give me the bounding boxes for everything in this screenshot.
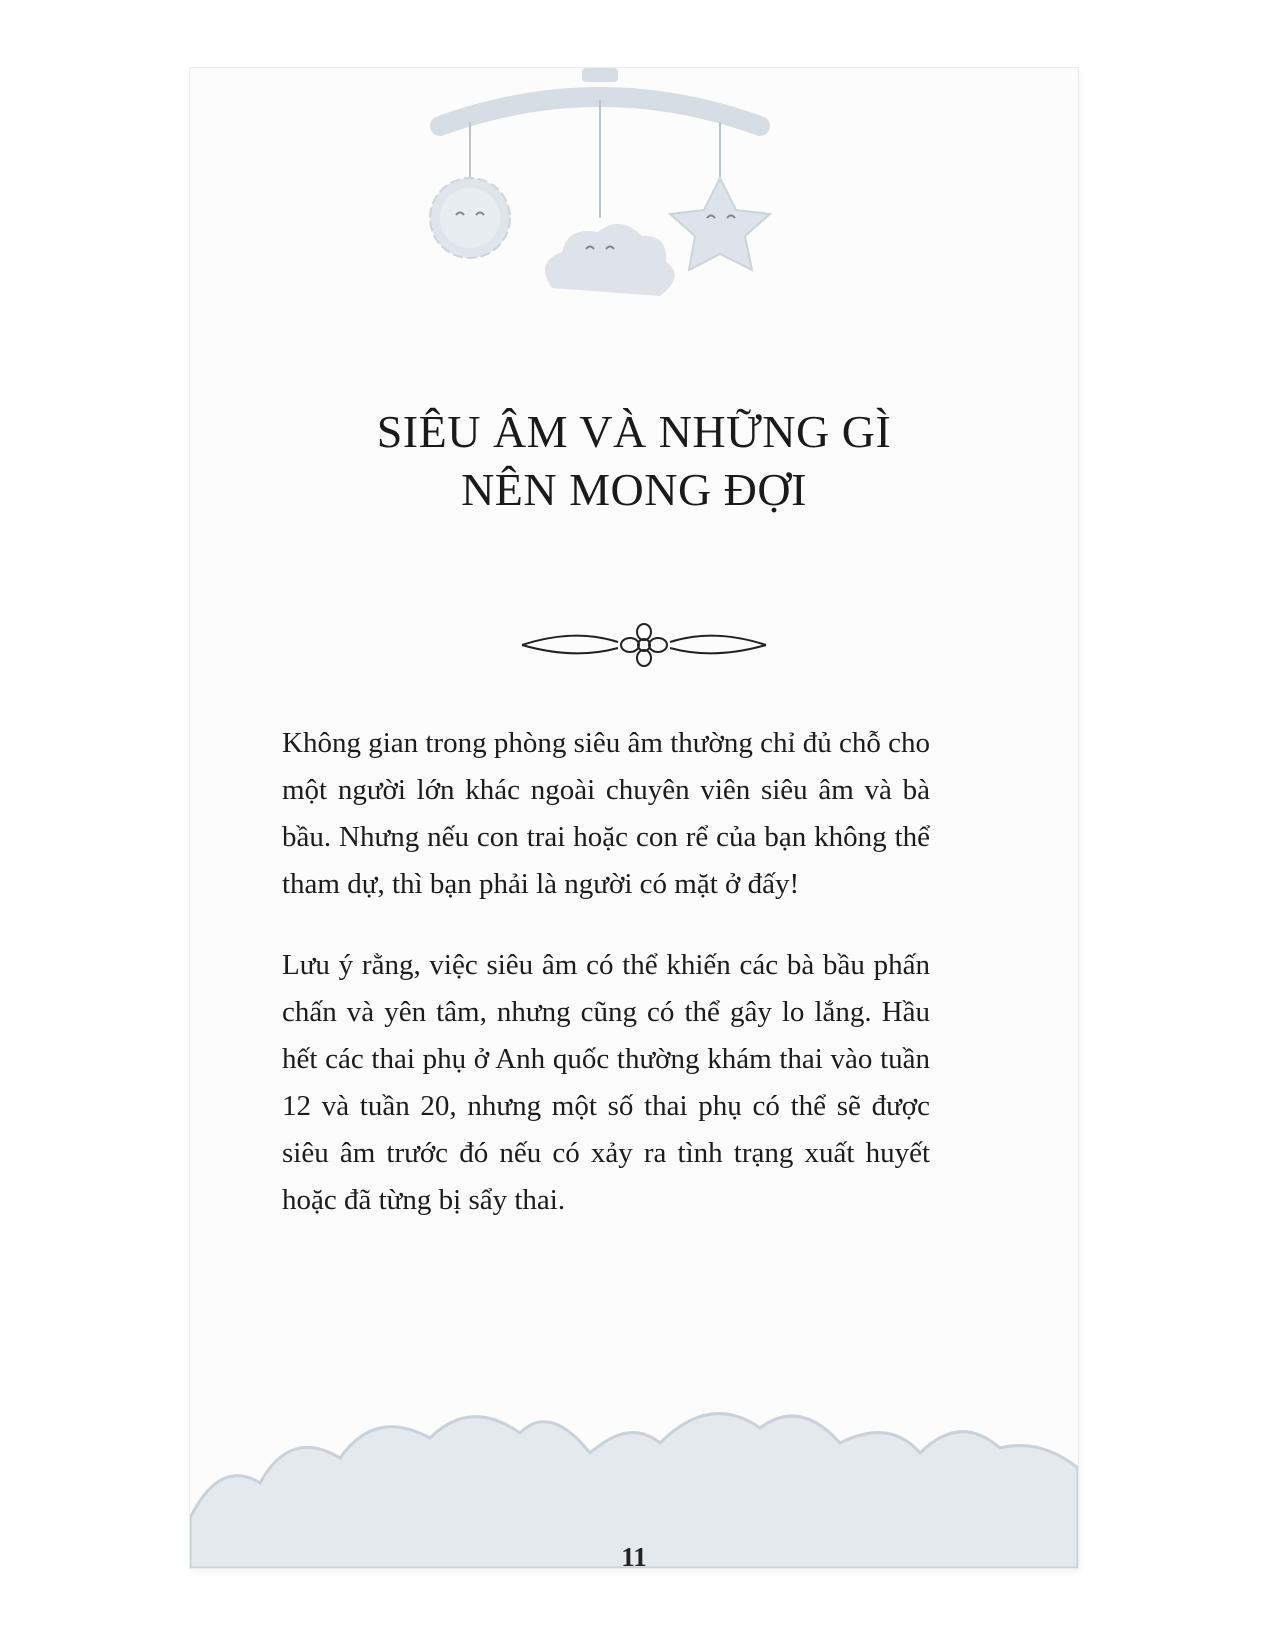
paragraph-1: Không gian trong phòng siêu âm thường chỉ đủ chỗ cho một người lớn khác ngoài chuyên viên siêu âm và bà bầu. Nhưng nếu con trai hoặc con rể của bạn không thể tham dự, thì bạn phải là người có mặt ở đấy! [282,727,931,900]
star-face-icon [670,178,770,270]
sun-face-icon [430,178,510,258]
flourish-ornament-icon [514,620,774,670]
page-title [190,403,1078,519]
book-page [190,68,1078,1568]
page-number: 11 [621,1542,647,1568]
body-text [282,720,930,1258]
title-line-2: NÊN MONG ĐỢI [461,464,807,515]
cloud-face-icon [545,224,675,296]
paragraph-2: Lưu ý rằng, việc siêu âm có thể khiến các bà bầu phấn chấn và yên tâm, nhưng cũng có thể gây lo lắng. Hầu hết các thai phụ ở Anh quốc thường khám thai vào tuần 12 và tuần 20, nhưng một số thai phụ có thể sẽ được siêu âm trước đó nếu có xảy ra tình trạng xuất huyết hoặc đã từng bị sẩy thai. [282,949,930,1216]
title-line-1: SIÊU ÂM VÀ NHỮNG GÌ [376,406,892,457]
baby-mobile-icon [190,68,1078,388]
